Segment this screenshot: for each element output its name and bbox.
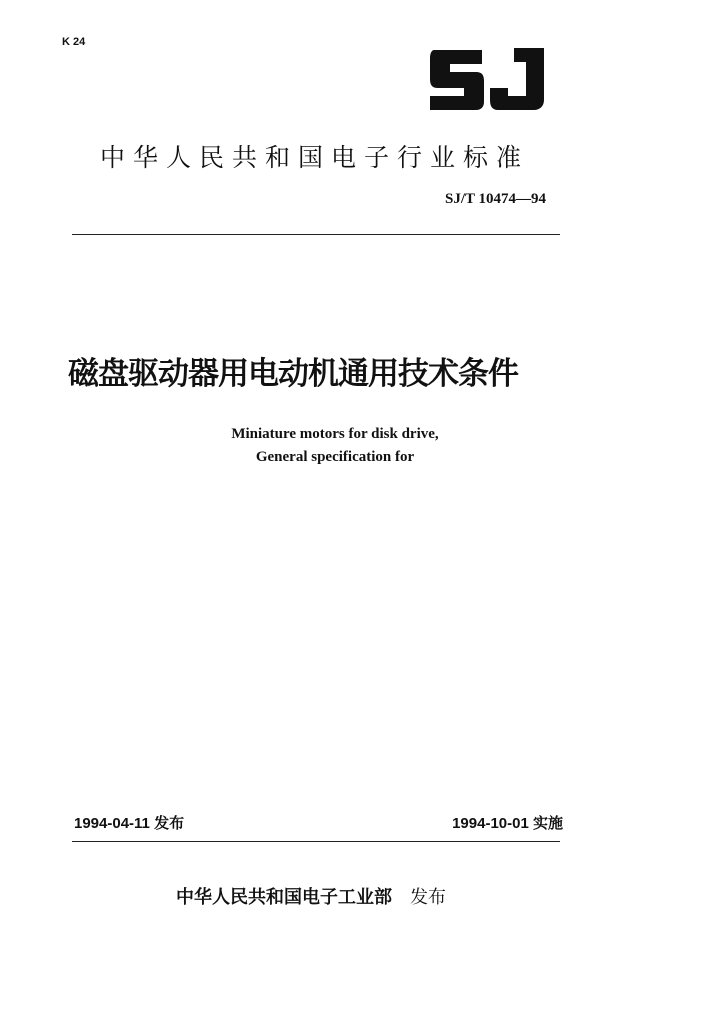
sj-logo: [426, 44, 548, 114]
bottom-divider: [72, 841, 560, 842]
english-title-line-2: General specification for: [255, 449, 415, 465]
standard-category-title: 中华人民共和国电子行业标准: [100, 143, 530, 172]
effective-date: 1994-10-01 实施: [452, 815, 563, 832]
standard-number: SJ/T 10474—94: [445, 191, 546, 207]
publisher: [176, 883, 446, 909]
document-title-english: [170, 423, 500, 469]
document-title-chinese: 磁盘驱动器用电动机通用技术条件: [68, 356, 518, 392]
publisher-name: 中华人民共和国电子工业部: [176, 887, 392, 908]
issue-date: 1994-04-11 发布: [74, 815, 185, 832]
english-title-line-1: Miniature motors for disk drive,: [231, 426, 439, 442]
classification-code: K 24: [62, 36, 86, 48]
publisher-action: 发布: [410, 887, 446, 908]
top-divider: [72, 234, 560, 235]
